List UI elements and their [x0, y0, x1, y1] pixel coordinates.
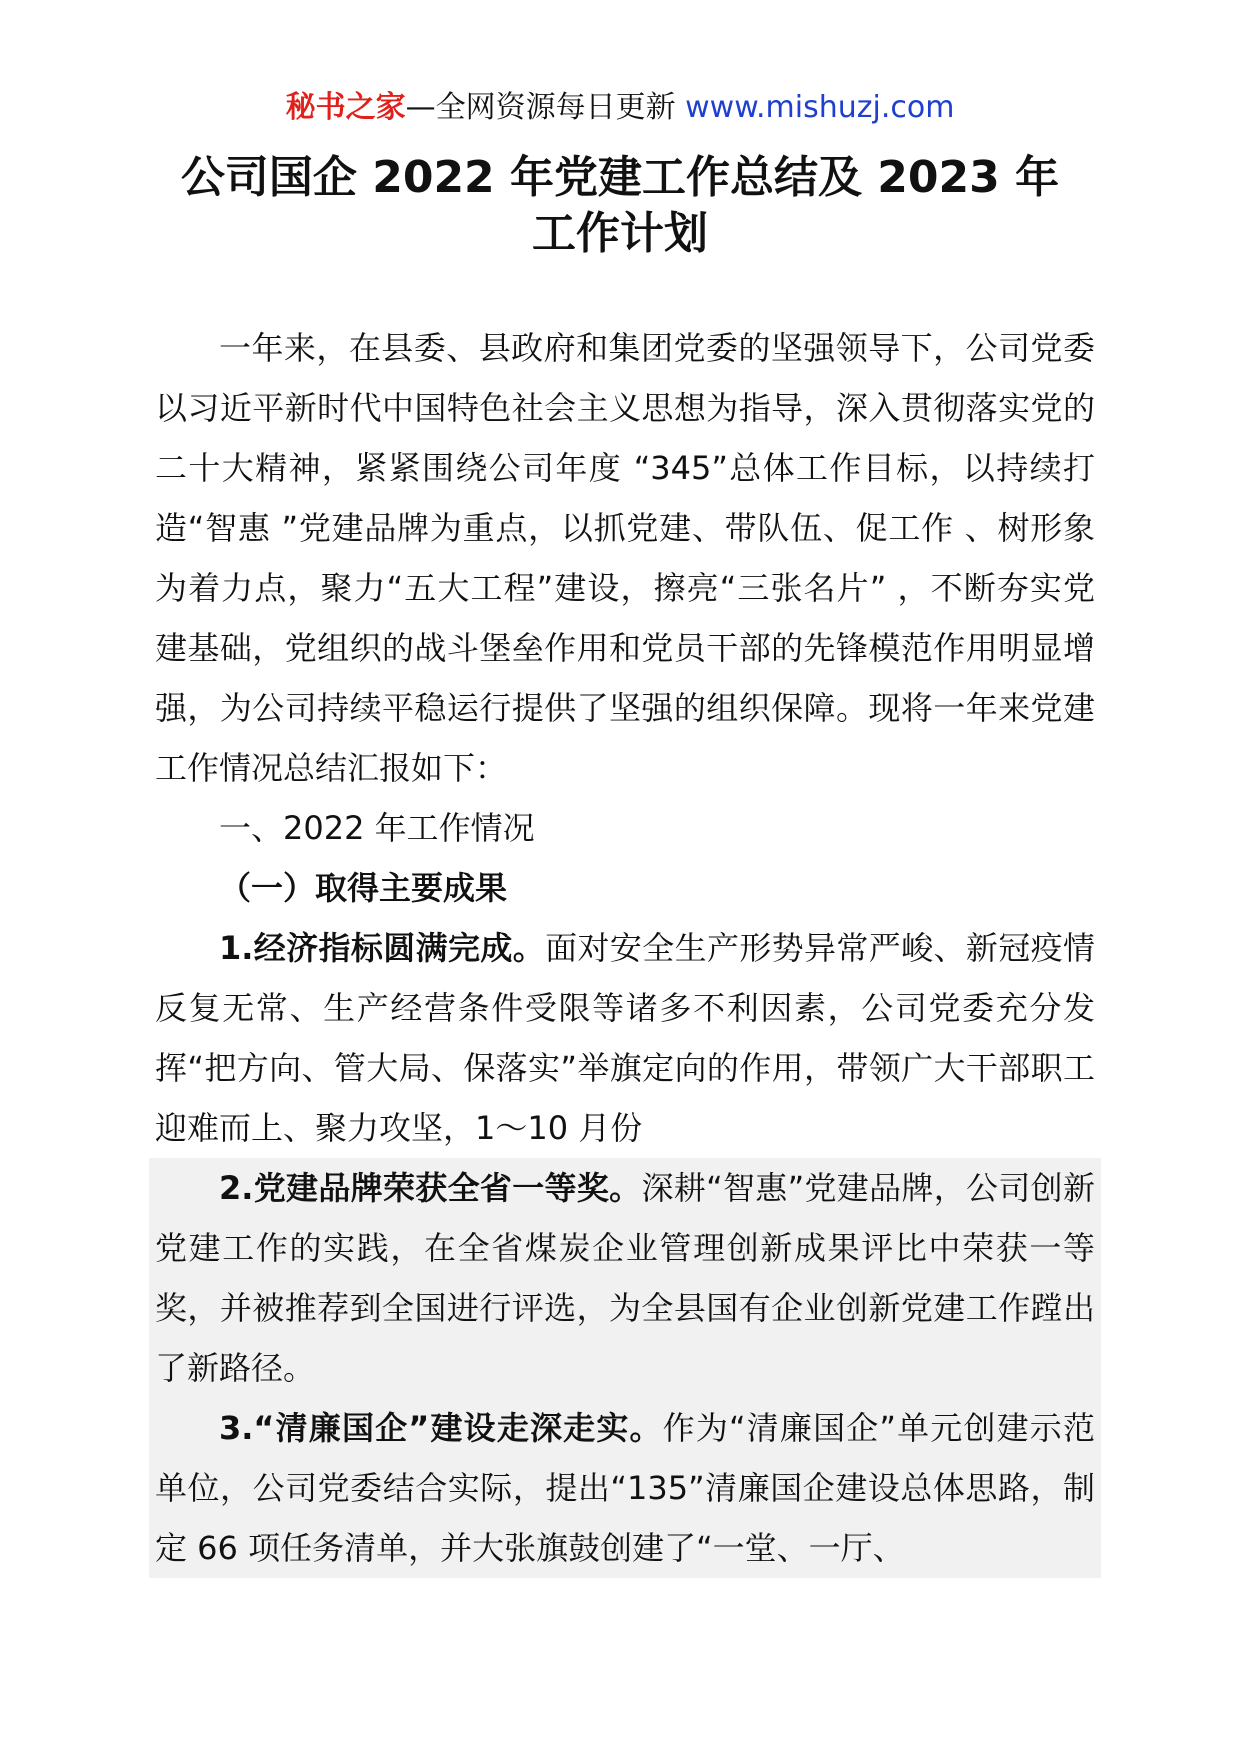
item-paragraph-2	[155, 1158, 1095, 1398]
intro-paragraph: 一年来，在县委、县政府和集团党委的坚强领导下，公司党委以习近平新时代中国特色社会主义思想为指导，深入贯彻落实党的二十大精神，紧紧围绕公司年度 “345”总体工作目标，以持续打造“智惠 ”党建品牌为重点，以抓党建、带队伍、促工作 、树形象为着力点，聚力“五大工程”建设，擦亮“三张名片” ，不断夯实党建基础，党组织的战斗堡垒作用和党员干部的先锋模范作用明显增强，为公司持续平稳运行提供了坚强的组织保障。现将一年来党建工作情况总结汇报如下：	[155, 329, 1095, 787]
item-text-2: 深耕“智惠”党建品牌，公司创新党建工作的实践，在全省煤炭企业管理创新成果评比中荣获一等奖，并被推荐到全国进行评选，为全县国有企业创新党建工作蹚出了新路径。	[155, 1169, 1095, 1387]
site-header	[0, 88, 1240, 128]
site-brand: 秘书之家	[285, 90, 406, 125]
title-line-1: 公司国企 2022 年党建工作总结及 2023 年	[180, 152, 1060, 203]
site-tagline: —全网资源每日更新	[405, 90, 686, 125]
item-text-1: 面对安全生产形势异常严峻、新冠疫情反复无常、生产经营条件受限等诸多不利因素，公司党委充分发挥“把方向、管大局、保落实”举旗定向的作用，带领广大干部职工迎难而上、聚力攻坚，1～10 月份	[155, 929, 1095, 1147]
item-lead-3: 3.“清廉国企”建设走深走实。	[219, 1409, 663, 1447]
item-paragraph-3	[155, 1398, 1095, 1578]
item-lead-1: 1.经济指标圆满完成。	[219, 929, 546, 967]
document-title	[0, 150, 1240, 262]
item-paragraph-1	[155, 918, 1095, 1158]
shaded-block	[149, 1158, 1101, 1578]
document-body	[155, 318, 1095, 1578]
title-line-2: 工作计划	[532, 208, 708, 259]
item-lead-2: 2.党建品牌荣获全省一等奖。	[219, 1169, 642, 1207]
section-heading-1: 一、2022 年工作情况	[219, 809, 535, 847]
site-url-link[interactable]: www.mishuzj.com	[685, 90, 955, 125]
item-text-3: 作为“清廉国企”单元创建示范单位，公司党委结合实际，提出“135”清廉国企建设总体思路，制定 66 项任务清单，并大张旗鼓创建了“一堂、一厅、	[155, 1409, 1095, 1567]
subsection-heading-1: （一）取得主要成果	[219, 869, 508, 907]
